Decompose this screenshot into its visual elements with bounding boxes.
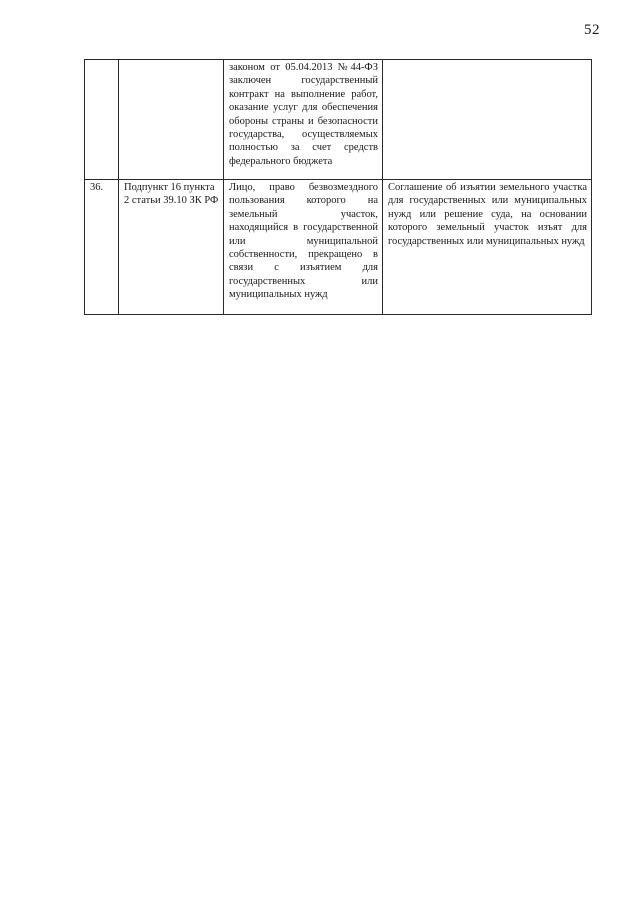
cell-legal-reference bbox=[119, 60, 224, 180]
cell-row-number bbox=[85, 60, 119, 180]
page-number: 52 bbox=[584, 22, 600, 38]
document-table bbox=[84, 59, 592, 315]
cell-required-documents bbox=[383, 60, 592, 180]
cell-row-number: 36. bbox=[85, 180, 119, 315]
cell-applicant-subject: законом от 05.04.2013 №44-ФЗ заключен государственный контракт на выполнение работ, оказание услуг для обеспечения обороны страны и безопасности государства, осуществляемых полностью за счет средств федерального бюджета bbox=[224, 60, 383, 180]
cell-applicant-subject: Лицо, право безвозмездного пользования которого на земельный участок, находящийся в государственной или муниципальной собственности, прекращено в связи с изъятием для государственных или муниципальных нужд bbox=[224, 180, 383, 315]
cell-legal-reference: Подпункт 16 пункта 2 статьи 39.10 ЗК РФ bbox=[119, 180, 224, 315]
table-row-36 bbox=[85, 180, 592, 315]
table-row-continuation bbox=[85, 60, 592, 180]
cell-required-documents: Соглашение об изъятии земельного участка для государственных или муниципальных нужд или решение суда, на основании которого земельный участок изъят для государственных или муниципальных нужд bbox=[383, 180, 592, 315]
